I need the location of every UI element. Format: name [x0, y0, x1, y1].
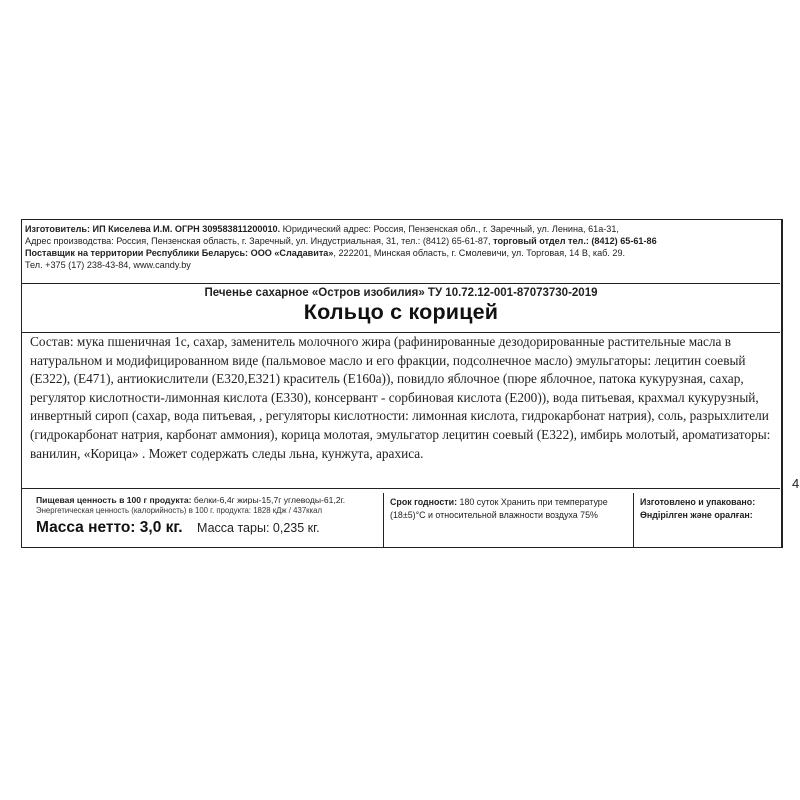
supplier-contacts: Тел. +375 (17) 238-43-84, www.candy.by [25, 260, 191, 271]
bottom-row [22, 493, 780, 547]
product-type-line: Печенье сахарное «Остров изобилия» ТУ 10.72.12-001-87073730-2019 [204, 287, 598, 299]
cropped-character: 4 [792, 476, 800, 491]
mass-row [36, 519, 383, 537]
manufactured-packed-block [634, 493, 780, 547]
manufactured-label-kz: Өндірілген және оралған: [640, 509, 753, 520]
manufacturer-block [22, 220, 780, 284]
nutrition-block [22, 493, 384, 547]
product-name: Кольцо с корицей [303, 300, 499, 324]
ingredients-text: Состав: мука пшеничная 1с, сахар, заменитель молочного жира (рафинированные дезодорированные растительные масла в натуральном и модифицированном виде (пальмовое масло и его фракции, подсолнечное масло) эмульгаторы: лецитин соевый (E322), (E471), антиокислители (E320,E321) краситель (E160a)), повидло яблочное (пюре яблочное, патока кукурузная, сахар, регулятор кислотности-лимонная кислота (E330), консервант - сорбиновая кислота (E200)), вода питьевая, крахмал кукурузный, инвертный сироп (сахар, вода питьевая, , регуляторы кислотности: лимонная кислота, гидрокарбонат натрия), соль, разрыхлители (гидрокарбонат натрия, карбонат аммония), корица молотая, эмульгатор лецитин соевый (E322), имбирь молотый, ароматизаторы: ванилин, «Корица» . Может содержать следы льна, кунжута, арахиса. [22, 332, 780, 489]
supplier-line: Поставщик на территории Республики Беларусь: ООО «Сладавита», 222201, Минская область, г. Смолевичи, ул. Торговая, 14 В, каб. 29. [25, 248, 626, 259]
net-mass: Масса нетто: 3,0 кг. [36, 519, 183, 536]
shelf-life-block: Срок годности: 180 суток Хранить при температуре (18±5)°С и относительной влажности воздуха 75% [384, 493, 634, 547]
energy-value: Энергетическая ценность (калорийность) в 100 г. продукта: 1828 кДж / 437ккал [36, 506, 323, 515]
product-label [21, 219, 781, 548]
right-border-line [781, 219, 783, 548]
title-block [22, 284, 780, 333]
nutrition-values: Пищевая ценность в 100 г продукта: белки-6,4г жиры-15,7г углеводы-61,2г. [36, 495, 346, 505]
manufacturer-line-1: Изготовитель: ИП Киселева И.М. ОГРН 309583811200010. Юридический адрес: Россия, Пензенская обл., г. Заречный, ул. Ленина, 61а-31, [25, 224, 619, 234]
manufacturer-line-2: Адрес производства: Россия, Пензенская область, г. Заречный, ул. Индустриальная, 31, тел.: (8412) 65-61-87, торговый отдел тел.: (8412) 65-61-86 [25, 236, 657, 247]
tare-mass: Масса тары: 0,235 кг. [197, 521, 320, 535]
manufactured-label: Изготовлено и упаковано: [640, 497, 756, 507]
